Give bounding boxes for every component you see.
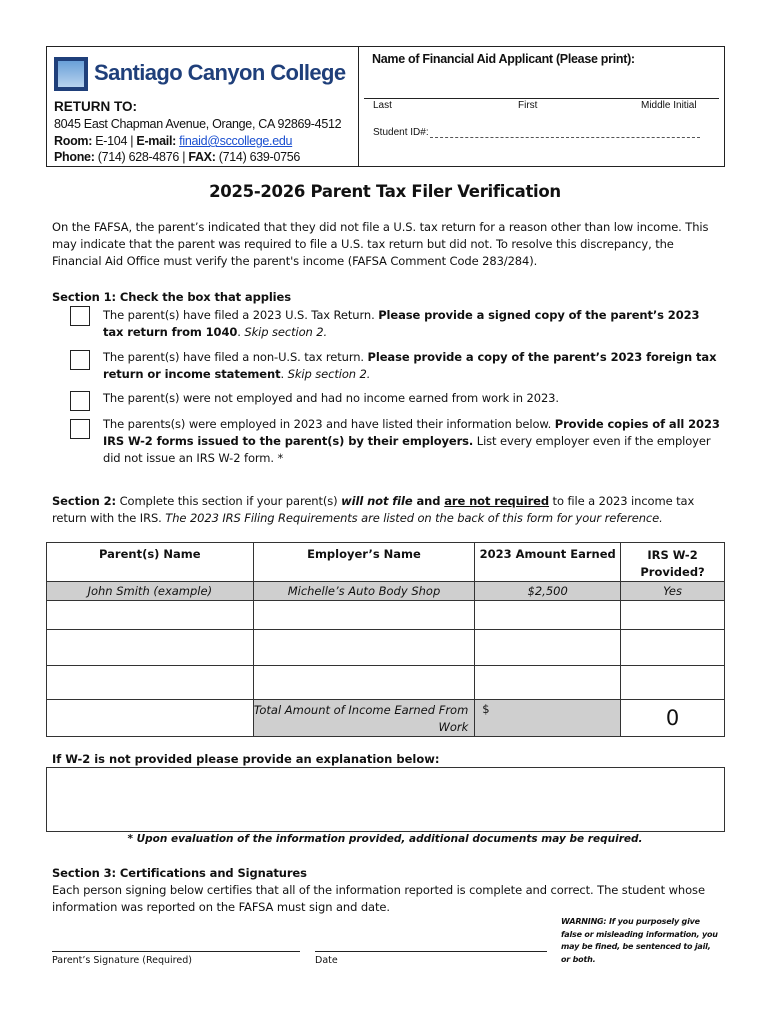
table-row-example <box>47 582 725 601</box>
w2-cell[interactable] <box>621 630 725 666</box>
parent-name-cell[interactable] <box>47 700 254 737</box>
room-value: E-104 | <box>92 134 137 148</box>
total-value: 0 <box>621 700 725 737</box>
example-parent-name: John Smith (example) <box>47 582 254 601</box>
example-w2: Yes <box>621 582 725 601</box>
table-row <box>47 630 725 666</box>
address: 8045 East Chapman Avenue, Orange, CA 92869-4512 <box>54 117 342 131</box>
evaluation-note: * Upon evaluation of the information provided, additional documents may be required. <box>127 833 643 845</box>
page-title: 2025-2026 Parent Tax Filer Verification <box>209 182 561 201</box>
income-table <box>46 542 725 737</box>
explanation-textarea[interactable] <box>46 767 725 832</box>
phone-label: Phone: <box>54 150 95 164</box>
last-name-label: Last <box>373 100 392 111</box>
section3-title: Section 3: Certifications and Signatures <box>52 866 307 880</box>
option-non-us-tax-return: The parent(s) have filed a non-U.S. tax return. Please provide a copy of the parent’s 2023 foreign tax return or income statement. Skip section 2. <box>103 350 717 381</box>
phone-fax-line <box>54 150 300 164</box>
w2-explanation-label: If W-2 is not provided please provide an explanation below: <box>52 752 440 766</box>
header-amount-earned: 2023 Amount Earned <box>475 543 621 582</box>
student-id-label: Student ID#: <box>373 127 429 138</box>
employer-name-cell[interactable] <box>253 630 475 666</box>
parent-name-cell[interactable] <box>47 601 254 630</box>
date-label: Date <box>315 955 338 966</box>
section1-title: Section 1: Check the box that applies <box>52 290 291 304</box>
example-employer-name: Michelle’s Auto Body Shop <box>253 582 475 601</box>
first-name-label: First <box>518 100 538 111</box>
total-label: Total Amount of Income Earned From Work <box>253 700 475 737</box>
applicant-name-label: Name of Financial Aid Applicant (Please print): <box>372 52 635 66</box>
amount-cell[interactable] <box>475 601 621 630</box>
checkbox-non-us-tax-return[interactable] <box>70 350 90 370</box>
checkbox-not-employed[interactable] <box>70 391 90 411</box>
middle-initial-label: Middle Initial <box>641 100 697 111</box>
section3-text: Each person signing below certifies that all of the information reported is complete and correct. The student whose information was reported on the FAFSA must sign and date. <box>52 883 705 914</box>
room-label: Room: <box>54 134 93 148</box>
header-employer-name: Employer’s Name <box>253 543 475 582</box>
table-total-row <box>47 700 725 737</box>
w2-cell[interactable] <box>621 601 725 630</box>
employer-name-cell[interactable] <box>253 601 475 630</box>
signature-field[interactable] <box>52 951 300 952</box>
logo-image <box>58 61 84 87</box>
employer-name-cell[interactable] <box>253 666 475 700</box>
applicant-name-field[interactable] <box>364 98 719 99</box>
option-us-tax-return: The parent(s) have filed a 2023 U.S. Tax Return. Please provide a signed copy of the parent’s 2023 tax return from 1040. Skip section 2. <box>103 308 700 339</box>
fax-label: FAX: <box>188 150 216 164</box>
w2-cell[interactable] <box>621 666 725 700</box>
room-email-line <box>54 134 292 148</box>
example-amount: $2,500 <box>475 582 621 601</box>
checkbox-employed[interactable] <box>70 419 90 439</box>
email-label: E-mail: <box>136 134 176 148</box>
amount-cell[interactable] <box>475 666 621 700</box>
student-id-field[interactable] <box>430 137 700 138</box>
table-header-row <box>47 543 725 582</box>
fax-value: (714) 639-0756 <box>215 150 301 164</box>
intro-paragraph: On the FAFSA, the parent’s indicated that they did not file a U.S. tax return for a reason other than low income. This may indicate that the parent was required to file a U.S. tax return but did not. To resolve this discrepancy, the Financial Aid Office must verify the parent's income (FAFSA Comment Code 283/284). <box>52 220 709 268</box>
return-to-label: RETURN TO: <box>54 99 137 114</box>
email-link[interactable]: finaid@sccollege.edu <box>179 134 293 148</box>
table-row <box>47 601 725 630</box>
amount-cell[interactable] <box>475 630 621 666</box>
phone-value: (714) 628-4876 | <box>94 150 189 164</box>
date-field[interactable] <box>315 951 547 952</box>
signature-label: Parent’s Signature (Required) <box>52 955 192 966</box>
section2-text: Section 2: Complete this section if your parent(s) will not file and are not required to file a 2023 income tax return with the IRS. The 2023 IRS Filing Requirements are listed on the back of this form for your reference. <box>52 494 695 525</box>
option-not-employed: The parent(s) were not employed and had no income earned from work in 2023. <box>103 391 559 405</box>
table-row <box>47 666 725 700</box>
warning-note: WARNING: If you purposely give false or misleading information, you may be fined, be sentenced to jail, or both. <box>561 917 718 964</box>
parent-name-cell[interactable] <box>47 666 254 700</box>
option-employed: The parents(s) were employed in 2023 and have listed their information below. Provide copies of all 2023 IRS W-2 forms issued to the parent(s) by their employers. List every employer even if the employer did not issue an IRS W-2 form. * <box>103 417 720 465</box>
college-name: Santiago Canyon College <box>94 60 346 85</box>
total-currency: $ <box>475 700 621 737</box>
header-divider <box>358 46 359 167</box>
header-w2-provided: IRS W-2 Provided? <box>621 543 725 582</box>
header-parent-name: Parent(s) Name <box>47 543 254 582</box>
parent-name-cell[interactable] <box>47 630 254 666</box>
checkbox-us-tax-return[interactable] <box>70 306 90 326</box>
